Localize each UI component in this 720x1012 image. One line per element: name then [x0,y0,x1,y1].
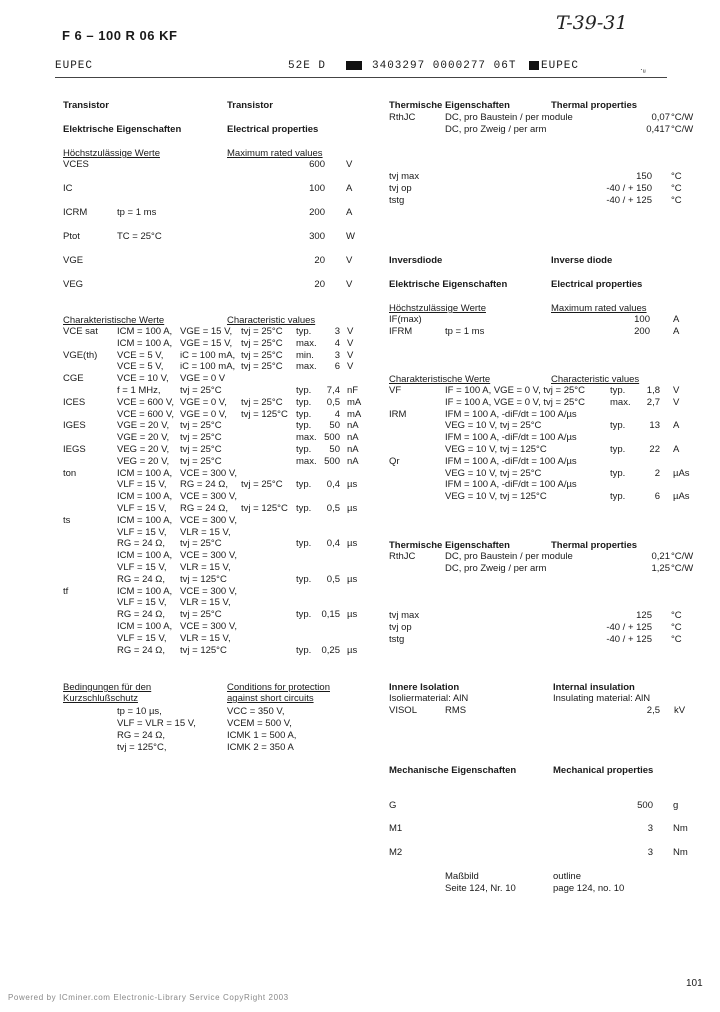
outline-ref-de: Seite 124, Nr. 10 [445,883,516,894]
char-unit: V [347,338,354,349]
char-condition-2: VLR = 15 V, [180,562,231,573]
short-circuit-heading-en-2: against short circuits [227,693,314,704]
page-number: 101 [686,978,703,989]
char-unit: µs [347,538,358,549]
mechanical-unit: Nm [673,823,688,834]
max-rating-unit: V [346,159,353,170]
char-value: 0,5 [326,397,340,408]
char-condition-3: tvj = 25°C [241,350,283,361]
char-qualifier: typ. [296,479,312,490]
char-condition-1: VCE = 5 V, [117,361,164,372]
short-circuit-condition-left: tvj = 125°C, [117,742,167,753]
header-rule [55,77,667,78]
thermal-symbol: RthJC [389,112,416,123]
diode-char-condition: IFM = 100 A, -diF/dt = 100 A/µs [445,479,577,490]
outline-label-de: Maßbild [445,871,479,882]
code-left: 52E D [288,60,327,72]
diode-char-unit: µAs [673,491,690,502]
thermal-heading-de: Thermische Eigenschaften [389,100,510,111]
char-condition-2: VCE = 300 V, [180,468,237,479]
short-circuit-condition-left: VLF = VLR = 15 V, [117,718,196,729]
char-unit: mA [347,409,362,420]
char-condition-3: tvj = 125°C [241,503,288,514]
char-symbol: ICES [63,397,86,408]
char-qualifier: typ. [296,645,312,656]
char-value: 4 [334,409,340,420]
thermal-unit: °C/W [671,563,694,574]
char-symbol: ton [63,468,77,479]
short-circuit-condition-right: VCEM = 500 V, [227,718,292,729]
char-qualifier: typ. [296,397,312,408]
char-condition-2: RG = 24 Ω, [180,503,229,514]
char-qualifier: max. [296,338,317,349]
char-condition-1: VLF = 15 V, [117,597,167,608]
char-condition-2: VCE = 300 V, [180,550,237,561]
insulation-value: 2,5 [646,705,660,716]
char-condition-1: RG = 24 Ω, [117,609,166,620]
diode-max-heading-en: Maximum rated values [551,303,647,314]
short-circuit-condition-right: VCC = 350 V, [227,706,285,717]
diode-max-symbol: IFRM [389,326,413,337]
mechanical-symbol: M1 [389,823,403,834]
char-condition-1: VEG = 20 V, [117,456,170,467]
char-condition-1: VEG = 20 V, [117,444,170,455]
short-circuit-heading-en-1: Conditions for protection [227,682,330,693]
diode-char-heading-de: Charakteristische Werte [389,374,491,385]
temperature-value: -40 / + 125 [606,195,652,206]
char-condition-3: tvj = 25°C [241,338,283,349]
diode-char-unit: A [673,444,680,455]
max-rated-heading-de: Höchstzulässige Werte [63,148,160,159]
char-condition-2: VLR = 15 V, [180,527,231,538]
char-qualifier: typ. [296,503,312,514]
max-rating-symbol: ICRM [63,207,88,218]
mechanical-value: 3 [647,823,653,834]
char-qualifier: max. [296,432,317,443]
diode-char-condition: VEG = 10 V, tvj = 125°C [445,444,547,455]
mechanical-unit: g [673,800,679,811]
part-title: F 6 – 100 R 06 KF [62,28,178,43]
char-condition-2: VLR = 15 V, [180,633,231,644]
char-value: 3 [334,326,340,337]
max-rating-symbol: IC [63,183,73,194]
char-unit: µs [347,574,358,585]
char-unit: V [347,350,354,361]
diode-electrical-en: Electrical properties [551,279,643,290]
char-symbol: tf [63,586,69,597]
char-condition-1: ICM = 100 A, [117,491,173,502]
thermal-value: 0,417 [646,124,670,135]
char-condition-1: VLF = 15 V, [117,527,167,538]
char-condition-2: tvj = 25°C [180,420,222,431]
char-condition-3: tvj = 25°C [241,326,283,337]
temperature-unit: °C [671,634,682,645]
diode-max-unit: A [673,326,680,337]
max-rating-condition: tp = 1 ms [117,207,157,218]
max-rating-unit: V [346,279,353,290]
char-condition-3: tvj = 25°C [241,397,283,408]
mechanical-symbol: G [389,800,397,811]
char-condition-1: RG = 24 Ω, [117,574,166,585]
char-values-heading-en: Characteristic values [227,315,316,326]
insulation-heading-de: Innere Isolation [389,682,460,693]
char-qualifier: typ. [296,326,312,337]
diode-char-qualifier: typ. [610,420,626,431]
char-values-heading-de: Charakteristische Werte [63,315,165,326]
diode-char-unit: V [673,385,680,396]
char-symbol: VGE(th) [63,350,98,361]
char-qualifier: typ. [296,574,312,585]
char-condition-1: f = 1 MHz, [117,385,161,396]
char-condition-2: VGE = 0 V, [180,397,227,408]
mechanical-heading-de: Mechanische Eigenschaften [389,765,517,776]
char-unit: nA [347,420,359,431]
char-unit: µs [347,609,358,620]
char-condition-2: tvj = 25°C [180,444,222,455]
outline-label-en: outline [553,871,581,882]
max-rating-symbol: Ptot [63,231,80,242]
thermal-value: 0,21 [651,551,670,562]
char-condition-1: VCE = 600 V, [117,409,174,420]
diode-char-condition: IFM = 100 A, -diF/dt = 100 A/µs [445,432,577,443]
mechanical-heading-en: Mechanical properties [553,765,654,776]
char-unit: nA [347,432,359,443]
char-condition-1: ICM = 100 A, [117,621,173,632]
code-numbers: 3403297 0000277 06T [372,60,517,72]
diode-max-heading-de: Höchstzulässige Werte [389,303,486,314]
char-condition-2: VGE = 15 V, [180,326,233,337]
max-rating-symbol: VGE [63,255,84,266]
footer-watermark: Powered by ICminer.com Electronic-Library Service CopyRight 2003 [8,993,289,1002]
char-condition-2: VCE = 300 V, [180,621,237,632]
char-unit: nA [347,444,359,455]
char-condition-1: ICM = 100 A, [117,586,173,597]
char-condition-1: ICM = 100 A, [117,550,173,561]
insulation-condition: RMS [445,705,467,716]
thermal-symbol: RthJC [389,551,416,562]
char-condition-1: VLF = 15 V, [117,503,167,514]
diode-char-unit: V [673,397,680,408]
max-rating-value: 300 [309,231,325,242]
insulation-material-en: Insulating material: AlN [553,693,651,704]
thermal-unit: °C/W [671,551,694,562]
char-value: 50 [329,444,340,455]
diode-char-qualifier: max. [610,397,631,408]
diode-max-value: 100 [634,314,650,325]
char-condition-1: RG = 24 Ω, [117,538,166,549]
diode-char-unit: µAs [673,468,690,479]
max-rating-value: 20 [314,255,325,266]
section-transistor-en: Transistor [227,100,273,111]
diode-char-value: 6 [654,491,660,502]
temperature-unit: °C [671,171,682,182]
brand-right: EUPEC [541,60,580,72]
thermal-condition: DC, pro Baustein / per module [445,112,573,123]
black-block-icon [346,61,362,70]
char-condition-2: tvj = 25°C [180,538,222,549]
section-electrical-en: Electrical properties [227,124,319,135]
char-value: 500 [324,456,340,467]
temperature-symbol: tvj max [389,171,420,182]
char-condition-2: VGE = 0 V [180,373,226,384]
char-condition-2: tvj = 25°C [180,456,222,467]
temperature-value: 125 [636,610,652,621]
char-unit: mA [347,397,362,408]
section-electrical-de: Elektrische Eigenschaften [63,124,182,135]
char-condition-1: VCE = 10 V, [117,373,169,384]
diode-char-condition: VEG = 10 V, tvj = 25°C [445,468,542,479]
diode-max-condition: tp = 1 ms [445,326,485,337]
char-condition-2: tvj = 25°C [180,609,222,620]
char-condition-2: VGE = 0 V, [180,409,227,420]
max-rated-heading-en: Maximum rated values [227,148,323,159]
temperature-value: -40 / + 150 [606,183,652,194]
diode-char-heading-en: Characteristic values [551,374,640,385]
diode-char-condition: VEG = 10 V, tvj = 25°C [445,420,542,431]
insulation-unit: kV [674,705,686,716]
char-condition-1: VGE = 20 V, [117,432,170,443]
thermal-unit: °C/W [671,124,694,135]
char-value: 7,4 [326,385,340,396]
max-rating-condition: TC = 25°C [117,231,162,242]
temperature-symbol: tstg [389,634,405,645]
char-qualifier: max. [296,361,317,372]
max-rating-unit: V [346,255,353,266]
inverse-diode-heading-en: Inverse diode [551,255,613,266]
temperature-symbol: tvj op [389,183,412,194]
max-rating-unit: W [346,231,355,242]
diode-char-condition: IFM = 100 A, -diF/dt = 100 A/µs [445,409,577,420]
char-value: 3 [334,350,340,361]
max-rating-value: 600 [309,159,325,170]
max-rating-value: 200 [309,207,325,218]
short-circuit-heading-de-2: Kurzschlußschutz [63,693,138,704]
max-rating-value: 20 [314,279,325,290]
temperature-value: -40 / + 125 [606,634,652,645]
thermal-unit: °C/W [671,112,694,123]
temperature-symbol: tstg [389,195,405,206]
temperature-symbol: tvj op [389,622,412,633]
char-qualifier: min. [296,350,314,361]
char-qualifier: typ. [296,444,312,455]
temperature-unit: °C [671,195,682,206]
diode-char-value: 2,7 [646,397,660,408]
char-condition-3: tvj = 25°C [241,479,283,490]
char-value: 50 [329,420,340,431]
char-qualifier: max. [296,456,317,467]
diode-max-symbol: IF(max) [389,314,422,325]
temperature-unit: °C [671,183,682,194]
char-unit: µs [347,645,358,656]
char-unit: µs [347,503,358,514]
char-unit: nA [347,456,359,467]
char-unit: V [347,361,354,372]
mechanical-unit: Nm [673,847,688,858]
char-condition-1: VLF = 15 V, [117,633,167,644]
char-condition-2: tvj = 125°C [180,645,227,656]
thermal-value: 0,07 [651,112,670,123]
max-rating-value: 100 [309,183,325,194]
char-condition-1: ICM = 100 A, [117,338,173,349]
char-qualifier: typ. [296,385,312,396]
diode-char-value: 1,8 [646,385,660,396]
char-qualifier: typ. [296,538,312,549]
diode-char-value: 2 [654,468,660,479]
char-condition-2: RG = 24 Ω, [180,479,229,490]
char-value: 0,15 [321,609,340,620]
diode-electrical-de: Elektrische Eigenschaften [389,279,508,290]
thermal-condition: DC, pro Baustein / per module [445,551,573,562]
char-condition-1: ICM = 100 A, [117,326,173,337]
insulation-material-de: Isoliermaterial: AlN [389,693,469,704]
char-condition-1: ICM = 100 A, [117,515,173,526]
mechanical-symbol: M2 [389,847,403,858]
diode-char-qualifier: typ. [610,468,626,479]
char-condition-3: tvj = 125°C [241,409,288,420]
handwritten-note: T-39-31 [556,12,628,34]
temperature-value: 150 [636,171,652,182]
corner-mark-icon: ·ᵤ [640,65,646,74]
char-unit: µs [347,479,358,490]
char-condition-1: ICM = 100 A, [117,468,173,479]
char-condition-2: VCE = 300 V, [180,491,237,502]
short-circuit-condition-right: ICMK 2 = 350 A [227,742,294,753]
short-circuit-condition-left: RG = 24 Ω, [117,730,166,741]
short-circuit-condition-right: ICMK 1 = 500 A, [227,730,297,741]
diode-char-condition: VEG = 10 V, tvj = 125°C [445,491,547,502]
char-condition-1: VCE = 600 V, [117,397,174,408]
thermal-condition: DC, pro Zweig / per arm [445,563,547,574]
char-qualifier: typ. [296,609,312,620]
char-condition-1: VLF = 15 V, [117,562,167,573]
diode-char-unit: A [673,420,680,431]
thermal-value: 1,25 [651,563,670,574]
char-condition-2: VCE = 300 V, [180,586,237,597]
diode-char-value: 22 [649,444,660,455]
diode-char-qualifier: typ. [610,491,626,502]
char-value: 4 [334,338,340,349]
char-condition-2: iC = 100 mA, [180,350,236,361]
char-condition-1: VGE = 20 V, [117,420,170,431]
char-unit: V [347,326,354,337]
char-symbol: IGES [63,420,86,431]
outline-ref-en: page 124, no. 10 [553,883,625,894]
max-rating-symbol: VEG [63,279,84,290]
diode-max-unit: A [673,314,680,325]
insulation-symbol: VISOL [389,705,417,716]
diode-char-condition: IF = 100 A, VGE = 0 V, tvj = 25°C [445,385,585,396]
diode-thermal-heading-de: Thermische Eigenschaften [389,540,510,551]
char-symbol: VCE sat [63,326,98,337]
char-value: 0,4 [326,538,340,549]
diode-char-condition: IFM = 100 A, -diF/dt = 100 A/µs [445,456,577,467]
char-value: 500 [324,432,340,443]
max-rating-unit: A [346,183,353,194]
short-circuit-heading-de-1: Bedingungen für den [63,682,152,693]
char-condition-1: VCE = 5 V, [117,350,164,361]
char-value: 0,4 [326,479,340,490]
char-condition-2: tvj = 125°C [180,574,227,585]
thermal-heading-en: Thermal properties [551,100,638,111]
char-qualifier: typ. [296,420,312,431]
char-condition-2: VCE = 300 V, [180,515,237,526]
char-condition-1: VLF = 15 V, [117,479,167,490]
diode-char-symbol: Qr [389,456,400,467]
diode-char-qualifier: typ. [610,385,626,396]
char-condition-2: VLR = 15 V, [180,597,231,608]
diode-char-value: 13 [649,420,660,431]
thermal-condition: DC, pro Zweig / per arm [445,124,547,135]
diode-thermal-heading-en: Thermal properties [551,540,638,551]
diode-char-symbol: IRM [389,409,407,420]
char-condition-2: iC = 100 mA, [180,361,236,372]
short-circuit-condition-left: tp = 10 µs, [117,706,162,717]
char-condition-3: tvj = 25°C [241,361,283,372]
black-block-icon [529,61,539,70]
diode-max-value: 200 [634,326,650,337]
section-transistor-de: Transistor [63,100,109,111]
brand-logo: EUPEC [55,60,94,72]
char-unit: nF [347,385,359,396]
char-qualifier: typ. [296,409,312,420]
char-value: 0,5 [326,574,340,585]
char-symbol: CGE [63,373,84,384]
diode-char-symbol: VF [389,385,402,396]
char-value: 0,5 [326,503,340,514]
char-condition-2: tvj = 25°C [180,432,222,443]
char-symbol: IEGS [63,444,86,455]
char-value: 0,25 [321,645,340,656]
char-value: 6 [334,361,340,372]
mechanical-value: 3 [647,847,653,858]
temperature-unit: °C [671,622,682,633]
temperature-unit: °C [671,610,682,621]
char-symbol: ts [63,515,71,526]
inverse-diode-heading-de: Inversdiode [389,255,443,266]
temperature-value: -40 / + 125 [606,622,652,633]
mechanical-value: 500 [637,800,653,811]
temperature-symbol: tvj max [389,610,420,621]
diode-char-condition: IF = 100 A, VGE = 0 V, tvj = 25°C [445,397,585,408]
insulation-heading-en: Internal insulation [553,682,635,693]
char-condition-2: VGE = 15 V, [180,338,233,349]
char-condition-1: RG = 24 Ω, [117,645,166,656]
max-rating-symbol: VCES [63,159,89,170]
diode-char-qualifier: typ. [610,444,626,455]
char-condition-2: tvj = 25°C [180,385,222,396]
max-rating-unit: A [346,207,353,218]
